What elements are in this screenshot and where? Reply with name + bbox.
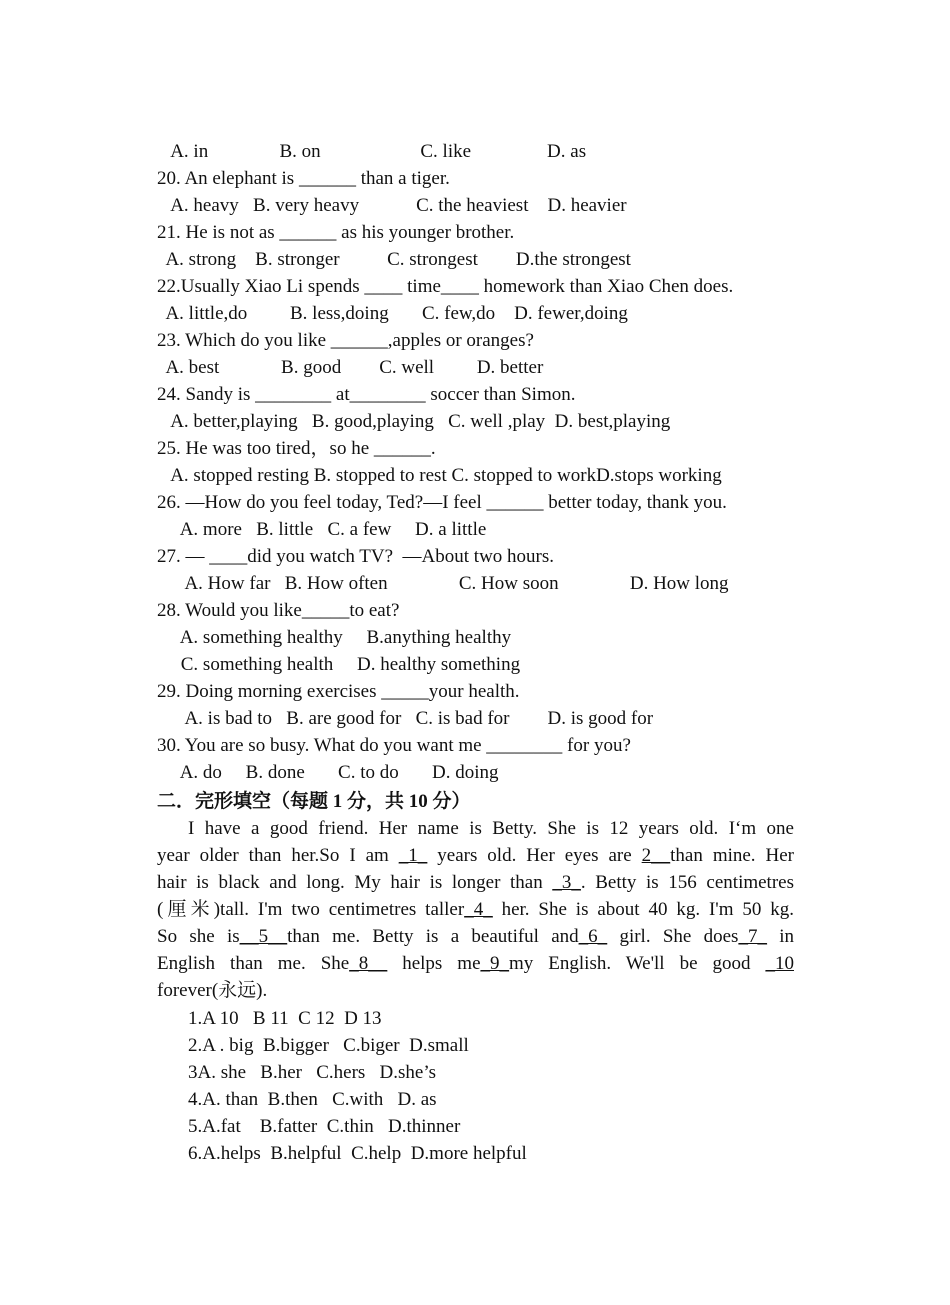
passage-line	[157, 815, 794, 842]
cloze-blank: _9_	[480, 953, 510, 974]
cloze-blank: _4_	[464, 899, 493, 920]
cloze-option-line: 2.A . big B.bigger C.biger D.small	[188, 1035, 469, 1056]
cloze-option-line: 5.A.fat B.fatter C.thin D.thinner	[188, 1116, 461, 1137]
question-line: 20. An elephant is ______ than a tiger.	[157, 168, 450, 189]
question-line: 28. Would you like_____to eat?	[157, 600, 400, 621]
cloze-option-line: 3A. she B.her C.hers D.she’s	[188, 1062, 437, 1083]
question-line: A. better,playing B. good,playing C. well ,play D. best,playing	[157, 411, 671, 432]
passage-text: forever(永远).	[157, 980, 268, 1001]
passage-text: I have a good friend. Her name is Betty. She is 12 years old. I‘m one	[188, 818, 794, 839]
question-line: 24. Sandy is ________ at________ soccer than Simon.	[157, 384, 576, 405]
question-line: A. stopped resting B. stopped to rest C. stopped to workD.stops working	[157, 465, 722, 486]
question-line: A. little,do B. less,doing C. few,do D. fewer,doing	[157, 303, 628, 324]
cloze-option-line: 1.A 10 B 11 C 12 D 13	[188, 1008, 382, 1029]
passage-text: in	[766, 926, 795, 947]
question-line: 29. Doing morning exercises _____your health.	[157, 681, 520, 702]
cloze-blank: _1_	[398, 845, 428, 866]
passage-text: year older than her.So I am	[157, 845, 399, 866]
question-line: C. something health D. healthy something	[157, 654, 521, 675]
passage-text: her. She is about 40 kg. I'm 50 kg.	[492, 899, 794, 920]
question-line: 22.Usually Xiao Li spends ____ time____ homework than Xiao Chen does.	[157, 276, 734, 297]
question-line: A. something healthy B.anything healthy	[157, 627, 512, 648]
passage-line	[157, 950, 794, 977]
passage-text: than mine. Her	[670, 845, 795, 866]
cloze-blank: _3_	[552, 872, 581, 893]
question-line: A. best B. good C. well D. better	[157, 357, 544, 378]
passage-text: So she is	[157, 926, 240, 947]
passage-line	[157, 869, 794, 896]
question-line: A. is bad to B. are good for C. is bad for D. is good for	[157, 708, 654, 729]
passage-text: helps me	[387, 953, 481, 974]
question-line: 30. You are so busy. What do you want me ________ for you?	[157, 735, 631, 756]
cloze-passage	[157, 815, 794, 1004]
question-line: 27. — ____did you watch TV? —About two hours.	[157, 546, 555, 567]
passage-line	[157, 977, 794, 1004]
question-line: A. more B. little C. a few D. a little	[157, 519, 487, 540]
question-line: 23. Which do you like ______,apples or oranges?	[157, 330, 534, 351]
passage-line	[157, 896, 794, 923]
passage-text: girl. She does	[607, 926, 739, 947]
passage-line	[157, 923, 794, 950]
question-line: A. do B. done C. to do D. doing	[157, 762, 499, 783]
cloze-blank: __5__	[239, 926, 288, 947]
passage-text: (厘米)tall. I'm two centimetres taller	[157, 899, 465, 920]
passage-text: years old. Her eyes are	[427, 845, 642, 866]
cloze-option-line: 4.A. than B.then C.with D. as	[188, 1089, 437, 1110]
question-line: A. heavy B. very heavy C. the heaviest D. heavier	[157, 195, 627, 216]
section-heading: 二．完形填空（每题 1 分，共 10 分）	[157, 791, 471, 812]
cloze-blank: 2__	[641, 845, 671, 866]
passage-text: than me. Betty is a beautiful and	[287, 926, 579, 947]
cloze-blank: _7_	[738, 926, 767, 947]
question-line: 26. —How do you feel today, Ted?—I feel ______ better today, thank you.	[157, 492, 727, 513]
cloze-blank: _6_	[578, 926, 608, 947]
passage-text: . Betty is 156 centimetres	[580, 872, 794, 893]
cloze-blank: _8__	[349, 953, 388, 974]
question-line: A. in B. on C. like D. as	[157, 141, 587, 162]
passage-text: my English. We'll be good	[509, 953, 766, 974]
cloze-option-line: 6.A.helps B.helpful C.help D.more helpful	[188, 1143, 527, 1164]
question-line: A. How far B. How often C. How soon D. How long	[157, 573, 729, 594]
question-line: 25. He was too tired，so he ______.	[157, 438, 436, 459]
passage-line	[157, 842, 794, 869]
question-line: A. strong B. stronger C. strongest D.the strongest	[157, 249, 631, 270]
passage-text: hair is black and long. My hair is longer than	[157, 872, 553, 893]
cloze-blank: _10	[765, 953, 794, 974]
passage-text: English than me. She	[157, 953, 350, 974]
question-line: 21. He is not as ______ as his younger brother.	[157, 222, 515, 243]
